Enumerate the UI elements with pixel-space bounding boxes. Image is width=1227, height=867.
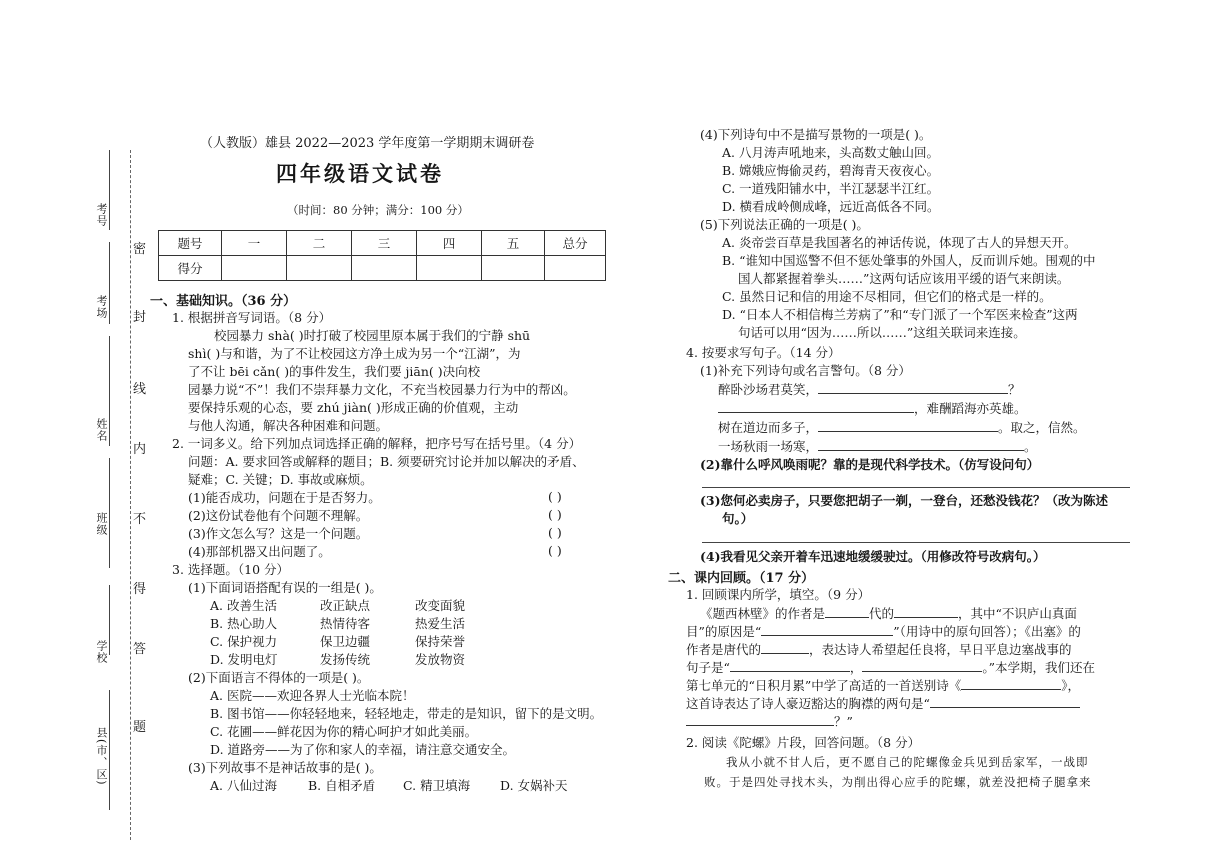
- review-text: ，其中“不识庐山真面: [958, 606, 1077, 621]
- q3-3-option: C. 精卫填海: [403, 778, 471, 793]
- score-cell: 二: [287, 231, 352, 256]
- score-table: [158, 230, 606, 281]
- section-1-heading: 一、基础知识。（36 分）: [150, 294, 297, 309]
- answer-paren[interactable]: ( ): [548, 489, 562, 504]
- review-1: 1. 回顾课内所学，填空。（9 分）: [686, 587, 871, 602]
- seal-line: [130, 150, 131, 840]
- q1-line: 了不让 bēi cǎn( )的事件发生，我们要 jiān( )决向校: [188, 364, 481, 379]
- score-input-cell[interactable]: [222, 256, 287, 281]
- page-title: 四年级语文试卷: [276, 161, 444, 186]
- exam-room-line: [109, 242, 110, 324]
- answer-blank[interactable]: [686, 712, 834, 726]
- review-text: 》，: [1061, 678, 1081, 693]
- time-info: （时间：80 分钟；满分：100 分）: [287, 203, 469, 217]
- q4-3-stem: (3)您何必卖房子，只要您把胡子一剃，一登台，还愁没钱花？（改为陈述: [700, 493, 1109, 508]
- score-table-header-row: [159, 231, 606, 256]
- answer-blank[interactable]: [862, 658, 982, 672]
- q3-1-option: 发放物资: [415, 652, 466, 667]
- q3-1-option: A. 改善生活: [210, 598, 277, 613]
- q4-1-text: ，难酬蹈海亦英雄。: [914, 401, 1027, 416]
- review-1-line: [700, 604, 1077, 622]
- score-cell: 总分: [545, 231, 606, 256]
- q2-item: (4)那部机器又出问题了。: [188, 544, 331, 559]
- answer-blank[interactable]: [818, 380, 1008, 394]
- q3-2-option: C. 花圃——鲜花因为你的精心呵护才如此美丽。: [210, 724, 478, 739]
- answer-blank[interactable]: [825, 604, 869, 618]
- review-text: 作者是唐代的: [686, 642, 762, 657]
- answer-line[interactable]: [702, 487, 1130, 488]
- q3-3-option: D. 女娲补天: [500, 778, 568, 793]
- seal-char: 内: [133, 442, 147, 457]
- score-table-score-row: [159, 256, 606, 281]
- q3-5-option: A. 炎帝尝百草是我国著名的神话传说，体现了古人的异想天开。: [722, 235, 1077, 250]
- q4-2-stem: (2)靠什么呼风唤雨呢？靠的是现代科学技术。（仿写设问句）: [700, 457, 1040, 472]
- q4-1-line: [718, 380, 1021, 398]
- q2-line: 疑难；C. 关键；D. 事故或麻烦。: [188, 472, 373, 487]
- q4-1-text: 。: [1024, 439, 1037, 454]
- label-name: 姓名: [95, 418, 108, 442]
- review-1-line: [686, 658, 1095, 676]
- answer-paren[interactable]: ( ): [548, 525, 562, 540]
- q3-5-stem: (5)下列说法正确的一项是( )。: [700, 217, 869, 232]
- review-1-line: [686, 694, 1080, 712]
- score-input-cell[interactable]: [417, 256, 482, 281]
- q3-4-option: B. 嫦娥应悔偷灵药，碧海青天夜夜心。: [722, 163, 940, 178]
- class-line: [109, 458, 110, 568]
- score-input-cell[interactable]: [352, 256, 417, 281]
- answer-blank[interactable]: [930, 694, 1080, 708]
- q3-1-option: 改正缺点: [320, 598, 371, 613]
- passage-line: 败。于是四处寻找木头，为削出得心应手的陀螺，就差没把椅子腿拿来: [704, 775, 1092, 789]
- q3-1-option: 保持荣誉: [415, 634, 466, 649]
- seal-char: 密: [133, 242, 147, 257]
- q3-1-option: 热情待客: [320, 616, 371, 631]
- q3-4-option: C. 一道残阳铺水中，半江瑟瑟半江红。: [722, 181, 940, 196]
- q3-4-option: A. 八月涛声吼地来，头高数丈触山回。: [722, 145, 939, 160]
- q3-5-option: D. “日本人不相信梅兰芳病了”和“专门派了一个军医来检查”这两: [722, 307, 1078, 322]
- q4-1-text: 树在道边而多子，: [718, 420, 819, 435]
- q3-2-option: D. 道路旁——为了你和家人的幸福，请注意交通安全。: [210, 742, 516, 757]
- answer-blank[interactable]: [818, 418, 998, 432]
- q3-1-option: B. 热心助人: [210, 616, 278, 631]
- review-1-line: [686, 640, 1072, 658]
- exam-subtitle: （人教版）雄县 2022—2023 学年度第一学期期末调研卷: [200, 136, 535, 151]
- q3-1-stem: (1)下面词语搭配有误的一组是( )。: [188, 580, 382, 595]
- q1-line: 要保持乐观的心态，要 zhú jiàn( )形成正确的价值观，主动: [188, 400, 519, 415]
- score-input-cell[interactable]: [482, 256, 545, 281]
- q3-2-option: B. 图书馆——你轻轻地来，轻轻地走，带走的是知识，留下的是文明。: [210, 706, 603, 721]
- label-exam-room: 考场: [95, 295, 108, 319]
- seal-char: 线: [133, 382, 147, 397]
- seal-char: 答: [133, 642, 147, 657]
- label-school: 学校: [95, 640, 108, 664]
- q3-1-option: 保卫边疆: [320, 634, 371, 649]
- q4-1-text: ？: [1008, 382, 1021, 397]
- q1-line: 园暴力说“不”！我们不崇拜暴力文化，不充当校园暴力行为中的帮凶。: [188, 382, 576, 397]
- q3-1-option: 发扬传统: [320, 652, 371, 667]
- score-input-cell[interactable]: [545, 256, 606, 281]
- q4-1-line: [718, 399, 1027, 417]
- seal-char: 得: [133, 582, 147, 597]
- q4-1-line: [718, 437, 1037, 455]
- county-line: [109, 690, 110, 810]
- q3-1-option: D. 发明电灯: [210, 652, 278, 667]
- q4-1-text: 一场秋雨一场寒，: [718, 439, 819, 454]
- q4-1-text: 醉卧沙场君莫笑，: [718, 382, 819, 397]
- q3-2-stem: (2)下面语言不得体的一项是( )。: [188, 670, 370, 685]
- q4-1-text: 。取之，信然。: [998, 420, 1086, 435]
- score-cell: 三: [352, 231, 417, 256]
- section-2-heading: 二、课内回顾。（17 分）: [668, 571, 815, 586]
- review-text: ，: [849, 660, 863, 675]
- q3-1-option: C. 保护视力: [210, 634, 278, 649]
- score-input-cell[interactable]: [287, 256, 352, 281]
- score-cell: 四: [417, 231, 482, 256]
- review-text: ”（用诗中的原句回答）；《出塞》的: [893, 624, 1081, 639]
- q3-4-option: D. 横看成岭侧成峰，远近高低各不同。: [722, 199, 940, 214]
- answer-paren[interactable]: ( ): [548, 543, 562, 558]
- q3-3-option: B. 自相矛盾: [308, 778, 376, 793]
- q4-4-stem: (4)我看见父亲开着车迅速地缓缓驶过。（用修改符号改病句。）: [700, 549, 1046, 564]
- answer-line[interactable]: [702, 542, 1130, 543]
- q3-4-stem: (4)下列诗句中不是描写景物的一项是( )。: [700, 127, 932, 142]
- review-1-line: [686, 676, 1080, 694]
- review-2: 2. 阅读《陀螺》片段，回答问题。（8 分）: [686, 735, 921, 750]
- score-cell: 一: [222, 231, 287, 256]
- score-cell: 得分: [159, 256, 222, 281]
- passage-line: 我从小就不甘人后，更不愿自己的陀螺像金兵见到岳家军，一战即: [726, 755, 1089, 769]
- q3-3-stem: (3)下列故事不是神话故事的是( )。: [188, 760, 382, 775]
- label-county: 县(市、区): [95, 727, 108, 786]
- review-text: ？”: [834, 714, 853, 729]
- exam-number-line: [109, 150, 110, 230]
- q3-2-option: A. 医院——欢迎各界人士光临本院！: [210, 688, 415, 703]
- q4-3-stem-cont: 句。）: [722, 511, 754, 526]
- q3-5-option: C. 虽然日记和信的用途不尽相同，但它们的格式是一样的。: [722, 289, 1052, 304]
- q1-line: shì( )与和谐，为了不让校园这方净土成为另一个“江湖”，为: [188, 346, 521, 361]
- school-line: [109, 585, 110, 655]
- review-1-line: [686, 622, 1081, 640]
- review-text: 代的: [869, 606, 895, 621]
- answer-blank[interactable]: [718, 399, 914, 413]
- q4-1-stem: (1)补充下列诗句或名言警句。（8 分）: [700, 363, 911, 378]
- review-text: ，表达诗人希望起任良将，早日平息边塞战事的: [809, 642, 1072, 657]
- q3-1-option: 改变面貌: [415, 598, 466, 613]
- answer-blank[interactable]: [730, 658, 850, 672]
- q3-5-option: B. “谁知中国巡警不但不惩处肇事的外国人，反而训斥她。围观的中: [722, 253, 1096, 268]
- q2-item: (2)这份试卷他有个问题不理解。: [188, 508, 369, 523]
- score-cell: 五: [482, 231, 545, 256]
- review-1-line: [686, 712, 853, 730]
- review-text: 目”的原因是“: [686, 624, 762, 639]
- answer-blank[interactable]: [818, 437, 1024, 451]
- name-line: [109, 336, 110, 446]
- q3-5-option: 句话可以用“因为……所以……”这组关联词来连接。: [738, 325, 1026, 340]
- label-class: 班级: [95, 512, 108, 536]
- seal-char: 封: [133, 310, 147, 325]
- answer-blank[interactable]: [761, 622, 893, 636]
- review-text: 《题西林壁》的作者是: [700, 606, 826, 621]
- question-1: 1. 根据拼音写词语。（8 分）: [172, 310, 332, 325]
- answer-blank[interactable]: [761, 640, 809, 654]
- q3-3-option: A. 八仙过海: [210, 778, 277, 793]
- score-cell: 题号: [159, 231, 222, 256]
- question-3: 3. 选择题。（10 分）: [172, 562, 290, 577]
- review-text: 句子是“: [686, 660, 730, 675]
- q3-5-option: 国人都紧握着拳头……”这两句话应该用平缓的语气来朗读。: [738, 271, 1070, 286]
- label-exam-number: 考号: [95, 203, 108, 227]
- q1-line: 与他人沟通，解决各种困难和问题。: [188, 418, 389, 433]
- answer-paren[interactable]: ( ): [548, 507, 562, 522]
- review-text: 。”本学期，我们还在: [982, 660, 1096, 675]
- q3-1-option: 热爱生活: [415, 616, 466, 631]
- seal-char: 不: [133, 512, 147, 527]
- q4-1-line: [718, 418, 1086, 436]
- question-4: 4. 按要求写句子。（14 分）: [686, 345, 841, 360]
- seal-char: 题: [133, 720, 147, 735]
- review-text: 第七单元的“日积月累”中学了高适的一首送别诗《: [686, 678, 962, 693]
- review-text: 这首诗表达了诗人豪迈豁达的胸襟的两句是“: [686, 696, 930, 711]
- q1-line: 校园暴力 shà( )时打破了校园里原本属于我们的宁静 shū: [214, 328, 531, 343]
- q2-item: (3)作文怎么写？这是一个问题。: [188, 526, 369, 541]
- question-2: 2. 一词多义。给下列加点词选择正确的解释，把序号写在括号里。（4 分）: [172, 436, 582, 451]
- answer-blank[interactable]: [961, 676, 1061, 690]
- answer-blank[interactable]: [894, 604, 958, 618]
- q2-item: (1)能否成功，问题在于是否努力。: [188, 490, 381, 505]
- q2-line: 问题：A. 要求回答或解释的题目；B. 须要研究讨论并加以解决的矛盾、: [188, 454, 585, 469]
